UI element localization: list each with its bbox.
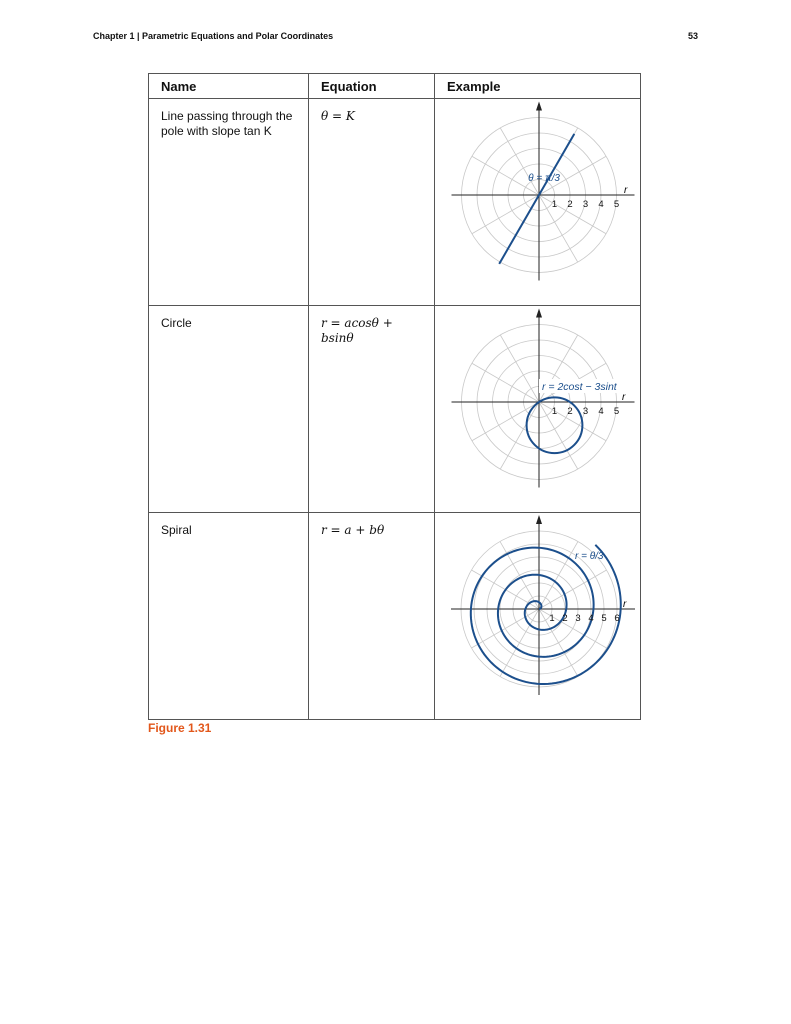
row-name-text: Circle <box>161 316 192 330</box>
column-header-equation: Equation <box>309 74 435 99</box>
row-name-circle <box>149 306 309 513</box>
tick-label: 5 <box>613 406 620 417</box>
row-name-line <box>149 99 309 306</box>
page-number: 53 <box>687 31 698 41</box>
grid-spoke <box>500 335 539 402</box>
spiral-curve <box>471 545 621 684</box>
row-name-text: Spiral <box>161 523 192 537</box>
tick-label: 2 <box>567 406 573 417</box>
column-header-name: Name <box>149 74 309 99</box>
equation-text: r = a + bθ <box>321 523 385 537</box>
curve-label: θ = π/3 <box>528 173 560 184</box>
equation-text: θ = K <box>321 109 355 123</box>
table-row <box>149 306 641 513</box>
polar-graph-spiral <box>435 513 641 720</box>
tick-label: 1 <box>551 199 558 210</box>
grid-spoke <box>539 609 581 677</box>
tick-label: 1 <box>551 406 558 417</box>
grid-spoke <box>500 128 539 195</box>
row-example-circle <box>435 306 641 513</box>
row-equation-circle <box>309 306 435 513</box>
tick-label: 3 <box>582 406 589 417</box>
row-equation-line <box>309 99 435 306</box>
column-header-example: Example <box>435 74 641 99</box>
table-row <box>149 513 641 720</box>
tick-label: 6 <box>614 613 620 624</box>
polar-equations-table <box>148 73 641 720</box>
tick-label: 3 <box>575 613 581 624</box>
axis-label-r: r <box>624 185 628 196</box>
tick-label: 1 <box>549 613 555 624</box>
tick-label: 2 <box>567 199 573 210</box>
grid-spoke <box>472 363 539 402</box>
axis-label-r: r <box>623 599 627 610</box>
axis-arrow-icon <box>536 515 542 524</box>
grid-spoke <box>539 570 607 609</box>
tick-label: 4 <box>598 406 604 417</box>
tick-label: 4 <box>588 613 594 624</box>
row-name-spiral <box>149 513 309 720</box>
row-example-line <box>435 99 641 306</box>
row-example-spiral <box>435 513 641 720</box>
tick-label: 2 <box>562 613 568 624</box>
curve-label: r = θ/3 <box>575 551 604 562</box>
theta-line-curve <box>499 134 574 264</box>
axis-arrow-icon <box>536 309 542 318</box>
curve-label: r = 2cost − 3sint <box>542 381 617 393</box>
table-row <box>149 99 641 306</box>
polar-graph-line <box>435 99 641 306</box>
row-name-text: Line passing through the pole with slope tan K <box>161 109 293 138</box>
axis-label-r: r <box>622 392 626 403</box>
axis-arrow-icon <box>536 102 542 111</box>
grid-spoke <box>500 609 539 677</box>
tick-label: 5 <box>613 199 620 210</box>
grid-spoke <box>500 402 539 469</box>
polar-graph-circle <box>435 306 641 513</box>
equation-text: r = acosθ + bsinθ <box>321 316 393 345</box>
running-head: Chapter 1 | Parametric Equations and Polar Coordinates <box>93 31 334 41</box>
tick-label: 4 <box>598 199 604 210</box>
grid-spoke <box>471 609 539 648</box>
row-equation-spiral <box>309 513 435 720</box>
table-header-row <box>149 74 641 99</box>
figure-caption: Figure 1.31 <box>148 721 212 735</box>
tick-label: 3 <box>582 199 589 210</box>
tick-label: 5 <box>601 613 607 624</box>
